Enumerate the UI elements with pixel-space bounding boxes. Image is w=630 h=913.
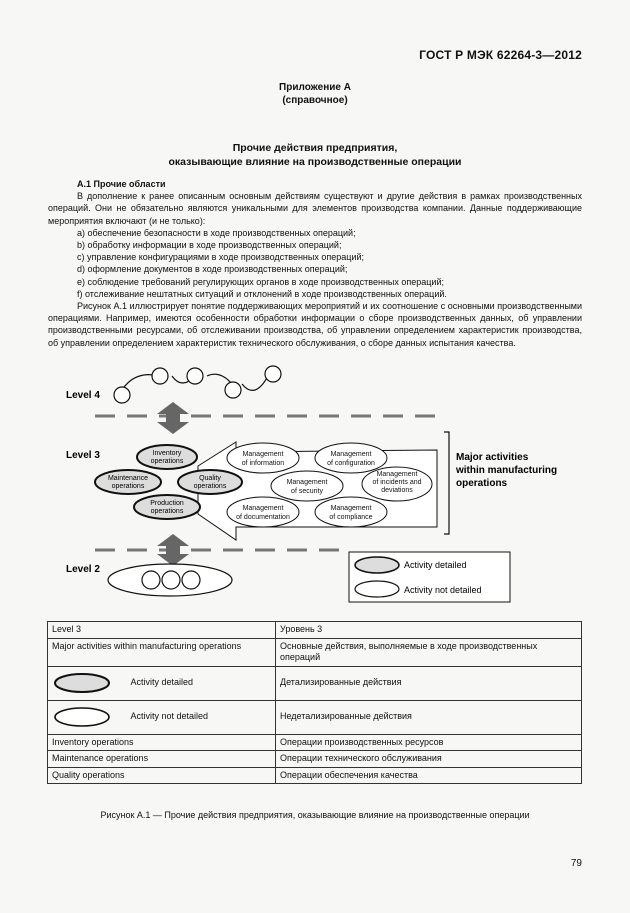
- management-configuration-ellipse: [315, 443, 387, 473]
- figure-paragraph: Рисунок А.1 иллюстрирует понятие поддерживающих мероприятий и их соотношение с основными производственными операциями. Например, имеются особенности обработки информации о сборе производственных данных, об управлении производственными ресурсами, об отслеживании производства, об управлении определением характеристик производства, об управлении определением характеристик технического обслуживания, о сборе данных испытания качества.: [48, 301, 582, 348]
- level4-chain: [114, 366, 281, 403]
- compliance-label-2: of compliance: [329, 514, 373, 521]
- appendix-title: Приложение А: [279, 82, 351, 93]
- security-label-1: Management: [286, 479, 328, 486]
- maintenance-label-1: Maintenance: [107, 475, 149, 482]
- section-title-line2: оказывающие влияние на производственные операции: [168, 156, 462, 168]
- table-cell-en: [48, 666, 276, 700]
- configuration-label-1: Management: [330, 451, 372, 458]
- table-row: [48, 734, 582, 751]
- incidents-label-1: Management: [376, 471, 418, 478]
- level2-group: [108, 564, 232, 596]
- list-item: c) управление конфигурациями в ходе производственных операций;: [77, 252, 364, 263]
- level2-label: Level 2: [66, 564, 100, 575]
- list-item: a) обеспечение безопасности в ходе производственных операций;: [77, 227, 356, 238]
- production-label-2: operations: [150, 508, 184, 515]
- document-code: ГОСТ Р МЭК 62264-3—2012: [419, 48, 582, 62]
- legend-not-detailed-label: Activity not detailed: [404, 585, 482, 595]
- documentation-label-1: Management: [242, 505, 284, 512]
- table-cell-en: Major activities within manufacturing operations: [48, 638, 276, 666]
- inventory-label-2: operations: [150, 458, 184, 465]
- compliance-label-1: Management: [330, 505, 372, 512]
- table-cell-en: Level 3: [48, 622, 276, 639]
- table-cell-ru: Операции обеспечения качества: [276, 767, 582, 784]
- figure-diagram: [0, 362, 630, 612]
- legend-table: [47, 621, 582, 784]
- table-row: [48, 638, 582, 666]
- table-row: [48, 622, 582, 639]
- intro-paragraph: В дополнение к ранее описанным основным действиям существуют и другие действия в рамках производственных операций. Они не обязательно являются уникальными для элементов производства компании. Данные поддерживающие мероприятия включают (и не только):: [48, 191, 582, 226]
- table-row: [48, 700, 582, 734]
- inventory-operations-ellipse: [137, 445, 197, 469]
- quality-label-1: Quality: [199, 475, 221, 482]
- major-activities-bracket: [444, 432, 449, 534]
- major-activities-line1: Major activities: [456, 452, 529, 463]
- maintenance-operations-ellipse: [95, 470, 161, 494]
- quality-operations-ellipse: [178, 470, 242, 494]
- table-cell-ru: Детализированные действия: [276, 666, 582, 700]
- incidents-label-3: deviations: [381, 487, 413, 494]
- legend-detailed-ellipse: [355, 557, 399, 573]
- list-item: b) обработку информации в ходе производственных операций;: [77, 240, 342, 251]
- major-activities-line3: operations: [456, 478, 508, 489]
- table-row: [48, 767, 582, 784]
- management-security-ellipse: [271, 471, 343, 501]
- detailed-ellipse-symbol: [52, 672, 112, 694]
- table-cell-ru: Уровень 3: [276, 622, 582, 639]
- figure-caption: Рисунок А.1 — Прочие действия предприятия, оказывающие влияние на производственные операции: [100, 810, 530, 820]
- appendix-subtitle: (справочное): [282, 95, 348, 106]
- level3-label: Level 3: [66, 450, 100, 461]
- table-cell-en: [48, 700, 276, 734]
- table-cell-en: Maintenance operations: [48, 751, 276, 768]
- table-cell-ru: Недетализированные действия: [276, 700, 582, 734]
- subsection-heading: А.1 Прочие области: [77, 179, 166, 189]
- list-item: f) отслеживание нештатных ситуаций и отклонений в ходе производственных операций.: [77, 288, 447, 299]
- detailed-text: Activity detailed: [130, 677, 194, 688]
- page-number: 79: [570, 858, 582, 869]
- table-cell-ru: Операции технического обслуживания: [276, 751, 582, 768]
- management-documentation-ellipse: [227, 497, 299, 527]
- level4-level3-arrow: [157, 402, 189, 434]
- maintenance-label-2: operations: [111, 483, 145, 490]
- major-activities-line2: within manufacturing: [456, 465, 558, 476]
- management-compliance-ellipse: [315, 497, 387, 527]
- table-cell-ru: Основные действия, выполняемые в ходе производственных операций: [276, 638, 582, 666]
- legend-not-detailed-ellipse: [355, 581, 399, 597]
- information-label-2: of information: [241, 460, 285, 467]
- information-label-1: Management: [242, 451, 284, 458]
- incidents-label-2: of incidents and: [372, 479, 422, 486]
- security-label-2: of security: [291, 488, 323, 495]
- list-item: d) оформление документов в ходе производственных операций;: [77, 264, 348, 275]
- production-operations-ellipse: [134, 495, 200, 519]
- table-cell-ru: Операции производственных ресурсов: [276, 734, 582, 751]
- production-label-1: Production: [150, 500, 184, 507]
- table-row: [48, 666, 582, 700]
- section-title-line1: Прочие действия предприятия,: [232, 142, 398, 154]
- list-item: e) соблюдение требований регулирующих органов в ходе производственных операций;: [77, 276, 444, 287]
- documentation-label-2: of documentation: [236, 514, 290, 521]
- level4-label: Level 4: [66, 390, 100, 401]
- quality-label-2: operations: [193, 483, 227, 490]
- table-cell-en: Quality operations: [48, 767, 276, 784]
- legend-detailed-label: Activity detailed: [404, 560, 467, 570]
- table-row: [48, 751, 582, 768]
- table-cell-en: Inventory operations: [48, 734, 276, 751]
- configuration-label-2: of configuration: [327, 460, 375, 467]
- not-detailed-text: Activity not detailed: [130, 711, 209, 722]
- not-detailed-ellipse-symbol: [52, 706, 112, 728]
- body-text: [48, 178, 582, 349]
- management-information-ellipse: [227, 443, 299, 473]
- inventory-label-1: Inventory: [152, 450, 182, 457]
